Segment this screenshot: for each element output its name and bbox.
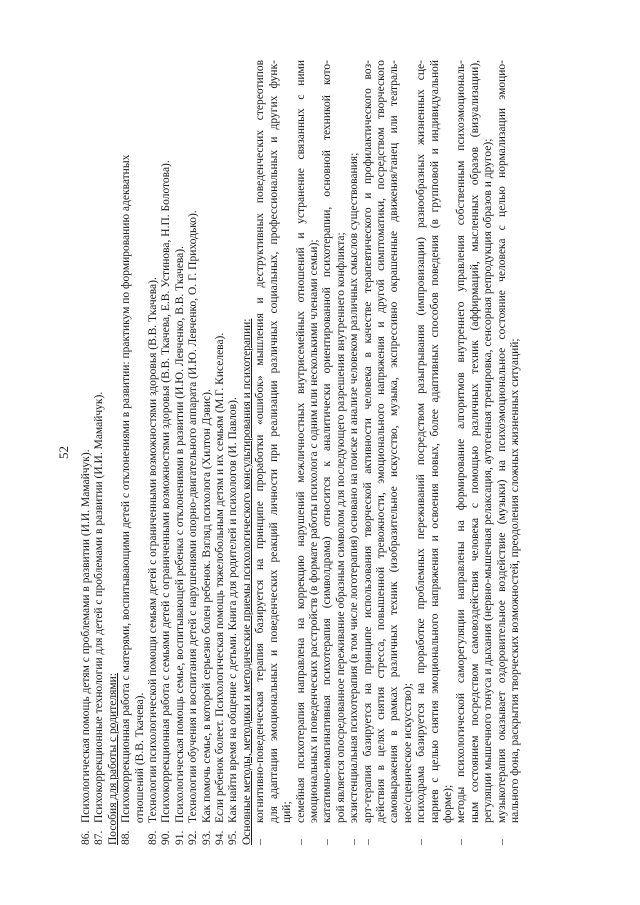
item-number: 91. xyxy=(173,830,186,845)
bullet-text xyxy=(254,60,294,823)
bullet-line: кататимно-имагинативная психотерапия (символдрама) относится к аналитически ориентированной психотерапии, основной техникой кото- xyxy=(321,60,334,823)
bullet-line: нариев с целью снятия эмоционального напряжения и освоения новых, более адаптивных способов поведения (в групповой и индивидуальной xyxy=(428,60,441,823)
bullet-text xyxy=(455,60,495,823)
bullet-line: экзистенциальная психотерапия (в том числе логотерапия) основано на поиске и анализе человеком различных смыслов существования; xyxy=(348,152,361,823)
document-body xyxy=(80,60,522,845)
list-item-line xyxy=(93,60,106,845)
bullet-line: психодрама базируется на проработке проблемных переживаний посредством разыгрывания (импровизации) разнообразных жизненных сце- xyxy=(415,60,428,823)
item-text: Психологическая помощь детям с проблемами в развитии (И.И. Мамайчук). xyxy=(80,449,92,823)
bullet-line: для адаптации эмоциональных и поведенческих реакций личности при реализации различных социальных, профессиональных и других функ- xyxy=(267,60,280,823)
item-number: 90. xyxy=(160,830,173,845)
bullet-line: рой является опосредованное переживание образным символом для последующего разрешения внутреннего конфликта; xyxy=(334,232,347,823)
bullet-line: нального фона, раскрытия творческих возможностей, преодоления сложных жизненных ситуаций; xyxy=(509,338,521,823)
heading-row xyxy=(241,60,254,845)
bullet-dash: – xyxy=(254,839,267,845)
bullet-dash: – xyxy=(495,839,508,845)
list-item-line xyxy=(120,60,133,845)
bullet-line: действия в целях снятия стресса, повышенной тревожности, эмоционального напряжения и другой симптоматики, посредством творческого xyxy=(374,60,387,823)
item-text: Психокоррекционная работа с семьями детей с ограниченными возможностями здоровья (В.В. Ткачева, Е.В. Устинова, Н.П. Болотова). xyxy=(160,160,173,823)
item-number: 87. xyxy=(93,830,106,845)
bullet-line: регуляции мышечного тонуса и дыхания (нервно-мышечная релаксация, аутогенная тренировка, сенсорная репродукция образов и другое); xyxy=(482,138,495,823)
bullet-line: эмоциональных и поведенческих расстройств (в формате работы психолога с одним или несколькими членами семьи); xyxy=(307,239,320,823)
bullet-text xyxy=(496,60,523,823)
item-number: 93. xyxy=(200,830,213,845)
bullet-text xyxy=(362,60,416,823)
list-item-line xyxy=(214,60,227,845)
bullet-line: ное/сценическое искусство); xyxy=(401,683,414,823)
item-text: Как найти время на общение с детьми. Книга для родителей и психологов (И. Павлов). xyxy=(227,397,240,823)
item-number: 89. xyxy=(147,830,160,845)
list-item-line xyxy=(147,60,160,845)
item-text: Психологическая помощь семье, воспитывающей ребенка с отклонениями в развитии (И.Ю. Левченко, В.В. Ткачева). xyxy=(173,246,186,823)
bullet-item xyxy=(496,60,523,845)
bullet-text xyxy=(415,60,455,823)
bullet-text xyxy=(348,60,361,823)
bullet-item xyxy=(321,60,348,845)
bullet-dash: – xyxy=(294,839,307,845)
bullet-dash: – xyxy=(455,839,468,845)
item-number: 92. xyxy=(187,830,200,845)
list-item-line xyxy=(160,60,173,845)
bullet-line: ным состоянием посредством самовоздействия человека с помощью различных техник (аффирмаций, мысленных образов (визуализации), xyxy=(468,60,481,823)
item-number: 94. xyxy=(214,830,227,845)
item-text: Технологии психологической помощи семьям детей с ограниченными возможностями здоровья (В.В. Ткачева). xyxy=(147,277,160,823)
bullet-line: музыкотерапия оказывает оздоровительное воздействие (музыки) на психоэмоциональное состояние человека с целью нормализации эмоцио- xyxy=(495,60,508,823)
item-text: Психокоррекционная работа с матерями, воспитывающими детей с отклонениями в развитии: практикум по формированию адекватных xyxy=(120,154,133,823)
bullet-line: арт-терапия базируется на принципе использования творческой активности человека в качестве терапевтического и профилактического воз- xyxy=(361,60,374,823)
item-number: 95. xyxy=(227,830,240,845)
list-item-line xyxy=(174,60,187,845)
list-item-line xyxy=(134,60,147,845)
item-number: 86. xyxy=(80,830,92,845)
bullet-dash: – xyxy=(348,839,361,845)
bullet-line: методы психологической саморегуляции направлены на формирование алгоритмов внутреннего управления собственным психоэмоциональ- xyxy=(455,60,468,823)
list-item-line xyxy=(187,60,200,845)
bullet-line: когнитивно-поведенческая терапия базируется на принципе проработки «ошибок» мышления и деструктивных поведенческих стереотипов xyxy=(254,60,267,823)
bullet-line: ций; xyxy=(281,801,294,823)
bullet-line: семейная психотерапия направлена на коррекцию нарушений межличностных внутрисемейных отношений и устранение связанных с ними xyxy=(294,60,307,823)
item-number: 88. xyxy=(120,830,133,845)
parents-heading-text: Пособия для работы с родителями: xyxy=(106,673,119,845)
item-text: Как помочь семье, в которой серьезно болен ребенок. Взгляд психолога (Хилтон Дэвис). xyxy=(200,389,213,823)
bullet-item xyxy=(455,60,495,845)
item-text: отношений (В.В. Ткачева). xyxy=(133,692,146,823)
bullet-line: форме); xyxy=(441,784,454,823)
item-text: Если ребенок болеет. Психологическая помощь тяжелобольным детям и их семьям (М.Г. Киселева). xyxy=(214,332,227,823)
methods-heading: Основные методы, методики и методические приемы психологического консультирования и психотерапии: xyxy=(240,318,253,845)
bullet-item xyxy=(415,60,455,845)
bullet-item xyxy=(295,60,322,845)
bullet-line: самовыражения в рамках различных техник (изобразительное искусство, музыка, экспрессивно окрашенные движения/танец или театраль- xyxy=(388,60,401,823)
item-text: Психокоррекционные технологии для детей с проблемами в развитии (И.И. Мамайчук). xyxy=(93,391,106,823)
item-text: Технологии обучения и воспитания детей с нарушениями опорно-двигательного аппарата (И.Ю. Левченко, О. Г. Приходько). xyxy=(187,210,200,823)
bullet-dash: – xyxy=(321,839,334,845)
bullet-dash: – xyxy=(361,839,374,845)
bullet-item xyxy=(362,60,416,845)
bullet-text xyxy=(321,60,348,823)
list-item-line xyxy=(227,60,240,845)
list-item-line xyxy=(201,60,214,845)
heading-row xyxy=(107,60,120,845)
bullet-item xyxy=(254,60,294,845)
bullet-dash: – xyxy=(415,839,428,845)
bullet-text xyxy=(295,60,322,823)
page-number: 52 xyxy=(56,446,71,459)
list-item-line xyxy=(80,60,93,845)
bullet-item xyxy=(348,60,361,845)
